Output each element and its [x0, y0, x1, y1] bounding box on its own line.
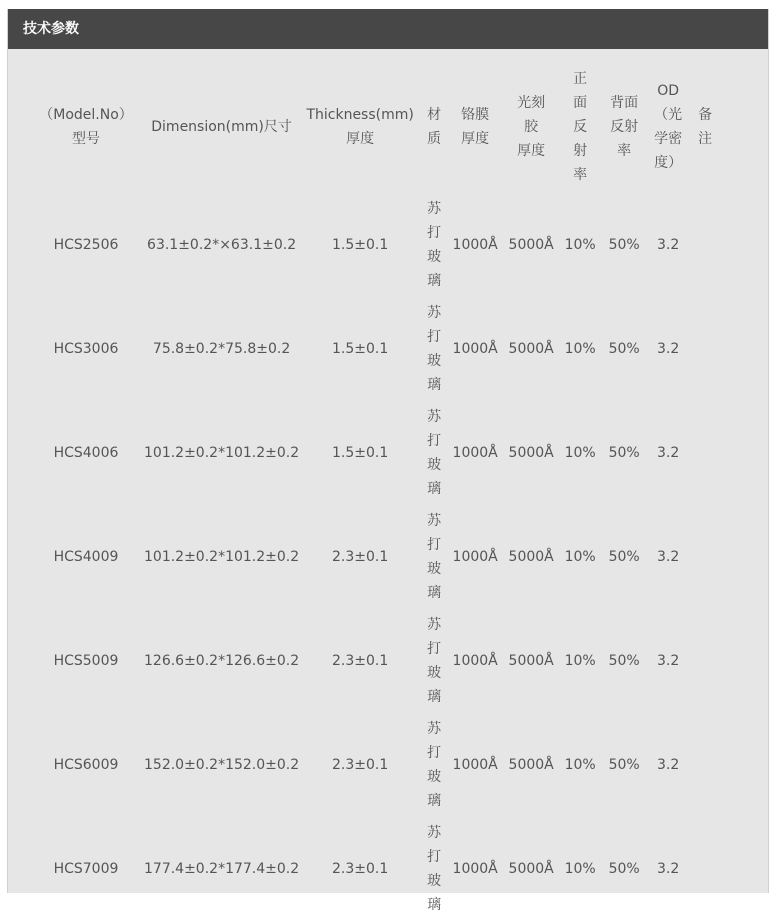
header-line: 胶 [524, 119, 539, 135]
cell-back-reflectance: 50% [608, 445, 640, 461]
header-resist-thickness [503, 61, 559, 193]
cell-resist-thickness: 5000Å [508, 757, 554, 773]
cell-note [689, 505, 721, 609]
header-line: （光 [654, 107, 683, 123]
header-line: OD [657, 83, 680, 99]
table-row [28, 193, 721, 297]
table-row [28, 401, 721, 505]
material-char: 玻 [427, 873, 442, 889]
header-line: 厚度 [461, 131, 490, 147]
cell-material [421, 297, 447, 401]
material-char: 玻 [427, 561, 442, 577]
header-chrome-thickness [447, 61, 503, 193]
header-note [689, 61, 721, 193]
header-model [28, 61, 144, 193]
cell-dimension: 101.2±0.2*101.2±0.2 [144, 549, 300, 565]
table-row [28, 609, 721, 713]
material-char: 打 [427, 537, 442, 553]
material-char: 打 [427, 433, 442, 449]
header-thickness [299, 61, 421, 193]
cell-dimension: 63.1±0.2*×63.1±0.2 [147, 237, 297, 253]
cell-resist-thickness: 5000Å [508, 549, 554, 565]
cell-chrome-thickness: 1000Å [452, 237, 498, 253]
header-line: 正 [573, 71, 588, 87]
cell-back-reflectance: 50% [608, 861, 640, 877]
cell-chrome-thickness: 1000Å [452, 445, 498, 461]
cell-back-reflectance: 50% [608, 757, 640, 773]
table-row [28, 713, 721, 817]
cell-optical-density: 3.2 [657, 861, 680, 877]
header-line: 注 [698, 131, 713, 147]
header-line: 光刻 [517, 95, 546, 111]
material-char: 璃 [427, 793, 442, 809]
cell-optical-density: 3.2 [657, 653, 680, 669]
cell-resist-thickness: 5000Å [508, 237, 554, 253]
header-front-reflectance [559, 61, 601, 193]
cell-note [689, 817, 721, 921]
header-line: 厚度 [517, 143, 546, 159]
cell-resist-thickness: 5000Å [508, 653, 554, 669]
cell-note [689, 713, 721, 817]
material-char: 打 [427, 745, 442, 761]
header-line: 质 [427, 131, 442, 147]
material-char: 打 [427, 329, 442, 345]
cell-optical-density: 3.2 [657, 341, 680, 357]
cell-optical-density: 3.2 [657, 237, 680, 253]
spec-table [28, 61, 721, 921]
header-material [421, 61, 447, 193]
cell-back-reflectance: 50% [608, 341, 640, 357]
cell-material [421, 713, 447, 817]
material-char: 璃 [427, 481, 442, 497]
cell-material [421, 505, 447, 609]
cell-model: HCS4009 [53, 549, 119, 565]
table-row [28, 505, 721, 609]
cell-chrome-thickness: 1000Å [452, 861, 498, 877]
cell-model: HCS7009 [53, 861, 119, 877]
header-line: （Model.No） [39, 107, 133, 123]
spec-panel [7, 9, 769, 913]
cell-thickness: 2.3±0.1 [332, 757, 389, 773]
cell-back-reflectance: 50% [608, 653, 640, 669]
cell-dimension: 75.8±0.2*75.8±0.2 [152, 341, 291, 357]
material-char: 苏 [427, 201, 442, 217]
material-char: 苏 [427, 721, 442, 737]
cell-material [421, 401, 447, 505]
material-char: 玻 [427, 665, 442, 681]
header-line: 反 [573, 119, 588, 135]
material-char: 苏 [427, 617, 442, 633]
header-line: Thickness(mm) [306, 107, 414, 123]
header-line: 面 [573, 95, 588, 111]
material-char: 苏 [427, 305, 442, 321]
material-char: 打 [427, 225, 442, 241]
header-line: 反射 [610, 119, 639, 135]
material-char: 打 [427, 641, 442, 657]
cell-note [689, 297, 721, 401]
cell-model: HCS4006 [53, 445, 119, 461]
header-line: 型号 [72, 131, 100, 147]
material-char: 玻 [427, 249, 442, 265]
header-line: 射 [573, 143, 588, 159]
material-char: 璃 [427, 585, 442, 601]
cell-optical-density: 3.2 [657, 757, 680, 773]
cell-front-reflectance: 10% [564, 653, 596, 669]
cell-thickness: 2.3±0.1 [332, 549, 389, 565]
cell-resist-thickness: 5000Å [508, 341, 554, 357]
material-char: 玻 [427, 769, 442, 785]
cell-material [421, 609, 447, 713]
cell-model: HCS2506 [53, 237, 119, 253]
cell-thickness: 1.5±0.1 [332, 445, 389, 461]
cell-dimension: 126.6±0.2*126.6±0.2 [144, 653, 300, 669]
cell-front-reflectance: 10% [564, 341, 596, 357]
cell-back-reflectance: 50% [608, 549, 640, 565]
header-line: 铬膜 [461, 107, 490, 123]
header-line: 学密 [654, 131, 683, 147]
table-row [28, 297, 721, 401]
header-line: 备 [698, 107, 713, 123]
table-header-row [28, 61, 721, 193]
material-char: 苏 [427, 409, 442, 425]
material-char: 玻 [427, 353, 442, 369]
material-char: 璃 [427, 689, 442, 705]
cell-thickness: 2.3±0.1 [332, 861, 389, 877]
cell-front-reflectance: 10% [564, 445, 596, 461]
cell-dimension: 152.0±0.2*152.0±0.2 [144, 757, 300, 773]
cell-optical-density: 3.2 [657, 549, 680, 565]
cell-front-reflectance: 10% [564, 861, 596, 877]
header-back-reflectance [601, 61, 647, 193]
cell-material [421, 817, 447, 921]
cell-thickness: 1.5±0.1 [332, 341, 389, 357]
cell-thickness: 2.3±0.1 [332, 653, 389, 669]
cell-back-reflectance: 50% [608, 237, 640, 253]
cell-note [689, 609, 721, 713]
cell-note [689, 193, 721, 297]
header-line: Dimension(mm)尺寸 [151, 119, 292, 135]
cell-model: HCS3006 [53, 341, 119, 357]
material-char: 玻 [427, 457, 442, 473]
cell-chrome-thickness: 1000Å [452, 341, 498, 357]
cell-resist-thickness: 5000Å [508, 445, 554, 461]
material-char: 苏 [427, 825, 442, 841]
header-line: 厚度 [346, 131, 375, 147]
cell-chrome-thickness: 1000Å [452, 653, 498, 669]
header-line: 率 [573, 167, 588, 183]
cell-front-reflectance: 10% [564, 237, 596, 253]
table-row [28, 817, 721, 921]
header-line: 材 [427, 107, 442, 123]
section-title: 技术参数 [23, 21, 79, 37]
section-header [8, 9, 768, 49]
header-line: 率 [617, 143, 632, 159]
header-line: 度） [654, 155, 683, 171]
material-char: 璃 [427, 377, 442, 393]
cell-dimension: 177.4±0.2*177.4±0.2 [144, 861, 300, 877]
cell-optical-density: 3.2 [657, 445, 680, 461]
material-char: 苏 [427, 513, 442, 529]
cell-front-reflectance: 10% [564, 757, 596, 773]
cell-model: HCS5009 [53, 653, 119, 669]
header-optical-density [647, 61, 689, 193]
table-body [28, 193, 721, 921]
header-dimension [144, 61, 299, 193]
header-line: 背面 [610, 95, 639, 111]
material-char: 璃 [427, 897, 442, 913]
cell-thickness: 1.5±0.1 [332, 237, 389, 253]
cell-chrome-thickness: 1000Å [452, 757, 498, 773]
cell-front-reflectance: 10% [564, 549, 596, 565]
cell-material [421, 193, 447, 297]
cell-note [689, 401, 721, 505]
material-char: 打 [427, 849, 442, 865]
cell-dimension: 101.2±0.2*101.2±0.2 [144, 445, 300, 461]
material-char: 璃 [427, 273, 442, 289]
cell-model: HCS6009 [53, 757, 119, 773]
cell-chrome-thickness: 1000Å [452, 549, 498, 565]
cell-resist-thickness: 5000Å [508, 861, 554, 877]
